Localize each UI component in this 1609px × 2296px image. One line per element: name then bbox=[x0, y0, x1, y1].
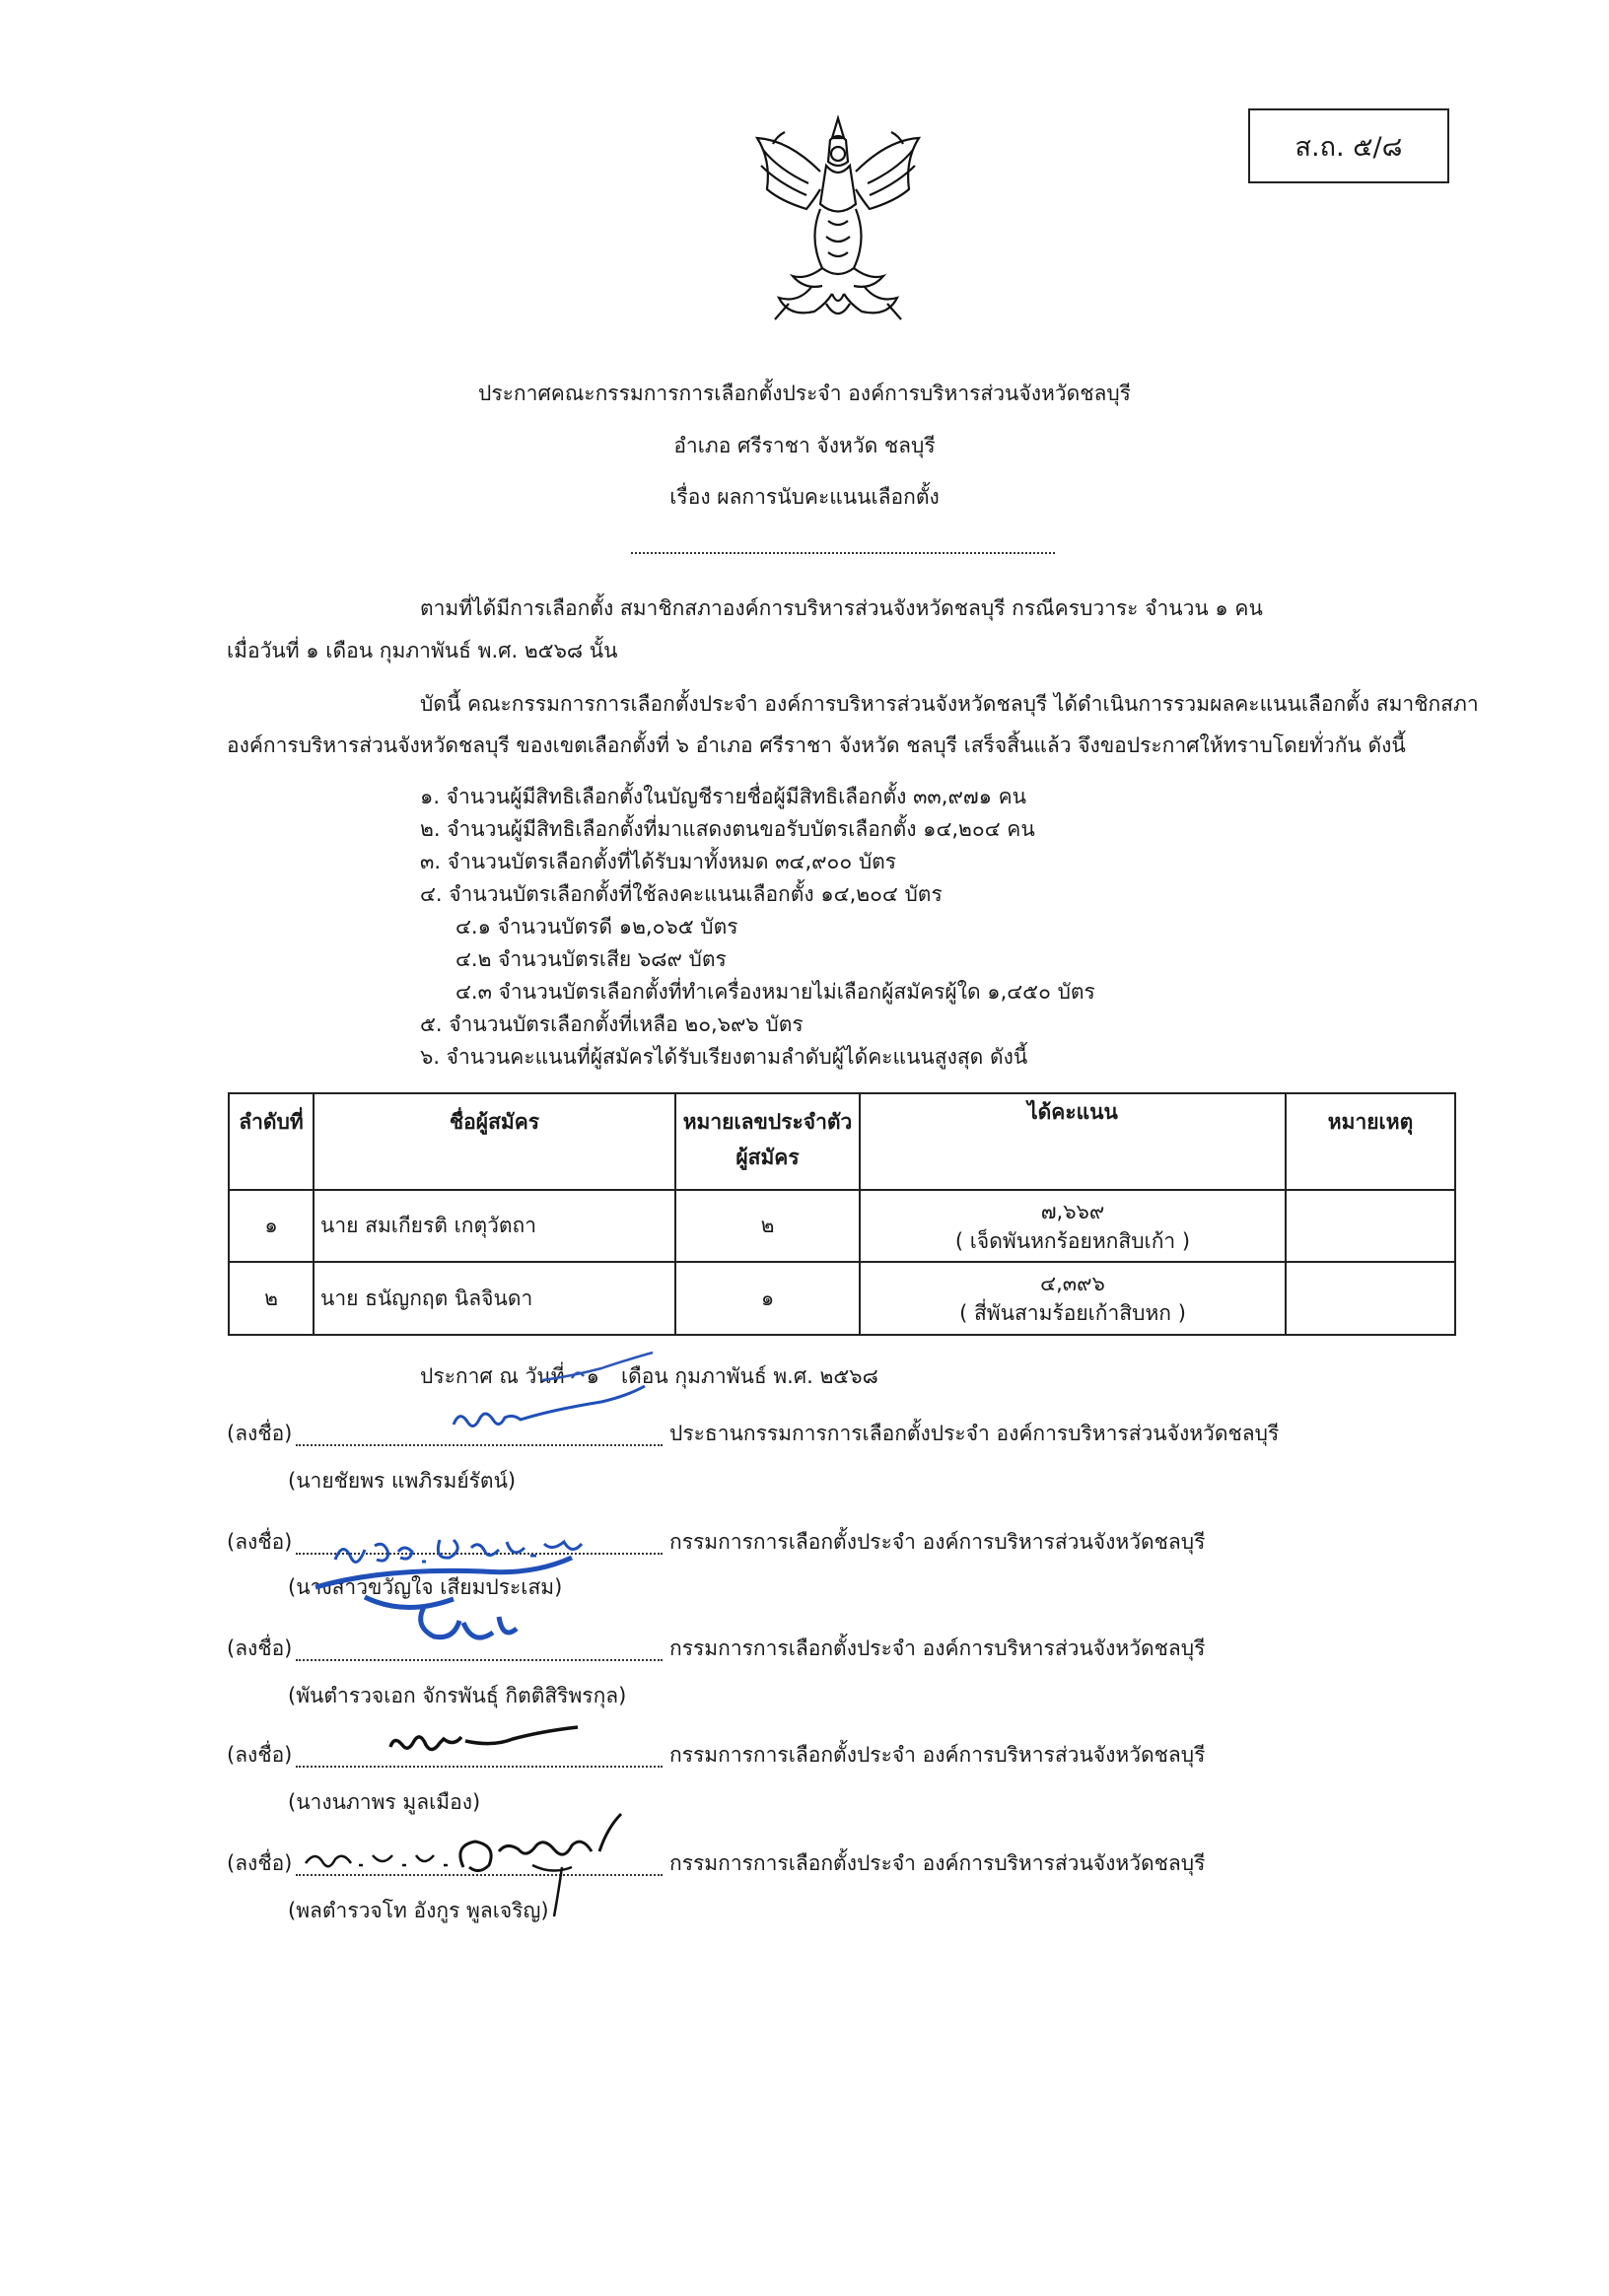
signature-committee-3 bbox=[385, 1717, 582, 1767]
cell-rank: ๒ bbox=[229, 1262, 314, 1335]
col-header-remark: หมายเหตุ bbox=[1286, 1093, 1455, 1190]
sig-label: (ลงชื่อ) bbox=[227, 1636, 293, 1660]
sig-role: ประธานกรรมการการเลือกตั้งประจำ องค์การบริหารส่วนจังหวัดชลบุรี bbox=[669, 1422, 1280, 1445]
list-item: ๔.๓ จำนวนบัตรเลือกตั้งที่ทำเครื่องหมายไม่เลือกผู้สมัครผู้ใด ๑,๔๕๐ บัตร bbox=[455, 980, 1095, 1004]
signature-chairman bbox=[434, 1380, 651, 1439]
signature-committee-2 bbox=[306, 1538, 592, 1656]
sig-role: กรรมการการเลือกตั้งประจำ องค์การบริหารส่วนจังหวัดชลบุรี bbox=[669, 1636, 1206, 1660]
intro-p2-line2: องค์การบริหารส่วนจังหวัดชลบุรี ของเขตเลือกตั้งที่ ๖ อำเภอ ศรีราชา จังหวัด ชลบุรี เสร็จสิ้นแล้ว จึงขอประกาศให้ทราบโดยทั่วกัน ดังนี้ bbox=[227, 733, 1406, 757]
sig-name: (นายชัยพร แพภิรมย์รัตน์) bbox=[288, 1469, 517, 1493]
votes-text: ( เจ็ดพันหกร้อยหกสิบเก้า ) bbox=[954, 1228, 1191, 1253]
sig-name: (นางสาวขวัญใจ เสียมประเสม) bbox=[288, 1575, 563, 1599]
sig-name: (พลตำรวจโท อังกูร พูลเจริญ) bbox=[288, 1899, 549, 1922]
cell-name: นาย ธนัญกฤต นิลจินดา bbox=[314, 1262, 675, 1335]
results-table bbox=[228, 1092, 1456, 1336]
sig-role: กรรมการการเลือกตั้งประจำ องค์การบริหารส่วนจังหวัดชลบุรี bbox=[669, 1530, 1206, 1554]
col-header-votes: ได้คะแนน bbox=[860, 1093, 1286, 1190]
garuda-emblem-icon bbox=[749, 110, 927, 332]
cell-number: ๑ bbox=[675, 1262, 860, 1335]
list-item: ๕. จำนวนบัตรเลือกตั้งที่เหลือ ๒๐,๖๙๖ บัตร bbox=[420, 1012, 804, 1036]
announce-day: ๑ bbox=[586, 1364, 599, 1388]
list-item: ๓. จำนวนบัตรเลือกตั้งที่ได้รับมาทั้งหมด ๓๔,๙๐๐ บัตร bbox=[420, 850, 897, 873]
announce-prefix: ประกาศ ณ วันที่ bbox=[420, 1364, 565, 1388]
col-header-number-line1: หมายเลขประจำตัว bbox=[682, 1110, 853, 1134]
col-header-rank: ลำดับที่ bbox=[229, 1093, 314, 1190]
sig-dotted-line bbox=[296, 1659, 663, 1661]
announce-year-label: พ.ศ. bbox=[773, 1364, 813, 1388]
intro-p1-line2: เมื่อวันที่ ๑ เดือน กุมภาพันธ์ พ.ศ. ๒๕๖๘ นั้น bbox=[227, 639, 618, 662]
votes-number: ๗,๖๖๙ bbox=[1040, 1199, 1105, 1223]
intro-p1-line1: ตามที่ได้มีการเลือกตั้ง สมาชิกสภาองค์การบริหารส่วนจังหวัดชลบุรี กรณีครบวาระ จำนวน ๑ คน bbox=[420, 596, 1263, 620]
sig-dotted-line bbox=[296, 1444, 663, 1446]
header-line-1: ประกาศคณะกรรมการการเลือกตั้งประจำ องค์การบริหารส่วนจังหวัดชลบุรี bbox=[478, 382, 1131, 405]
form-code-box bbox=[1248, 108, 1449, 183]
votes-text: ( สี่พันสามร้อยเก้าสิบหก ) bbox=[959, 1301, 1186, 1325]
list-item: ๔. จำนวนบัตรเลือกตั้งที่ใช้ลงคะแนนเลือกตั้ง ๑๔,๒๐๔ บัตร bbox=[420, 882, 943, 906]
form-code: ส.ถ. ๕/๘ bbox=[1294, 131, 1403, 163]
list-item: ๖. จำนวนคะแนนที่ผู้สมัครได้รับเรียงตามลำดับผู้ได้คะแนนสูงสุด ดังนี้ bbox=[420, 1045, 1028, 1069]
header-line-2: อำเภอ ศรีราชา จังหวัด ชลบุรี bbox=[673, 434, 936, 457]
list-item: ๒. จำนวนผู้มีสิทธิเลือกตั้งที่มาแสดงตนขอรับบัตรเลือกตั้ง ๑๔,๒๐๔ คน bbox=[420, 817, 1035, 841]
sig-name: (นางนภาพร มูลเมือง) bbox=[288, 1790, 481, 1814]
sig-label: (ลงชื่อ) bbox=[227, 1743, 293, 1767]
col-header-name: ชื่อผู้สมัคร bbox=[314, 1093, 675, 1190]
sig-label: (ลงชื่อ) bbox=[227, 1422, 293, 1445]
cell-rank: ๑ bbox=[229, 1190, 314, 1262]
signature-committee-4 bbox=[296, 1806, 690, 1924]
header-divider bbox=[631, 552, 1055, 554]
col-header-number bbox=[675, 1093, 860, 1190]
intro-p2-line1: บัดนี้ คณะกรรมการการเลือกตั้งประจำ องค์การบริหารส่วนจังหวัดชลบุรี ได้ดำเนินการรวมผลคะแนนเลือกตั้ง สมาชิกสภา bbox=[420, 692, 1479, 716]
cell-votes bbox=[860, 1190, 1286, 1262]
list-item: ๔.๒ จำนวนบัตรเสีย ๖๘๙ บัตร bbox=[455, 947, 727, 971]
cell-votes bbox=[860, 1262, 1286, 1335]
announce-month-label: เดือน bbox=[620, 1364, 668, 1388]
votes-number: ๔,๓๙๖ bbox=[1040, 1272, 1105, 1295]
cell-remark bbox=[1286, 1190, 1455, 1262]
announce-month: กุมภาพันธ์ bbox=[674, 1364, 767, 1388]
sig-role: กรรมการการเลือกตั้งประจำ องค์การบริหารส่วนจังหวัดชลบุรี bbox=[669, 1851, 1206, 1875]
cell-number: ๒ bbox=[675, 1190, 860, 1262]
announce-year: ๒๕๖๘ bbox=[819, 1364, 878, 1388]
cell-remark bbox=[1286, 1262, 1455, 1335]
list-item: ๑. จำนวนผู้มีสิทธิเลือกตั้งในบัญชีรายชื่อผู้มีสิทธิเลือกตั้ง ๓๓,๙๗๑ คน bbox=[420, 785, 1027, 808]
table-row bbox=[229, 1190, 1455, 1262]
table-header-row bbox=[229, 1093, 1455, 1190]
sig-role: กรรมการการเลือกตั้งประจำ องค์การบริหารส่วนจังหวัดชลบุรี bbox=[669, 1743, 1206, 1767]
cell-name: นาย สมเกียรติ เกตุวัตถา bbox=[314, 1190, 675, 1262]
sig-name: (พันตำรวจเอก จักรพันธุ์ กิตติสิริพรกุล) bbox=[288, 1684, 627, 1707]
header-subject: เรื่อง ผลการนับคะแนนเลือกตั้ง bbox=[669, 485, 940, 509]
sig-label: (ลงชื่อ) bbox=[227, 1530, 293, 1554]
list-item: ๔.๑ จำนวนบัตรดี ๑๒,๐๖๕ บัตร bbox=[455, 915, 738, 939]
sig-label: (ลงชื่อ) bbox=[227, 1851, 293, 1875]
table-row bbox=[229, 1262, 1455, 1335]
col-header-number-line2: ผู้สมัคร bbox=[735, 1146, 800, 1169]
